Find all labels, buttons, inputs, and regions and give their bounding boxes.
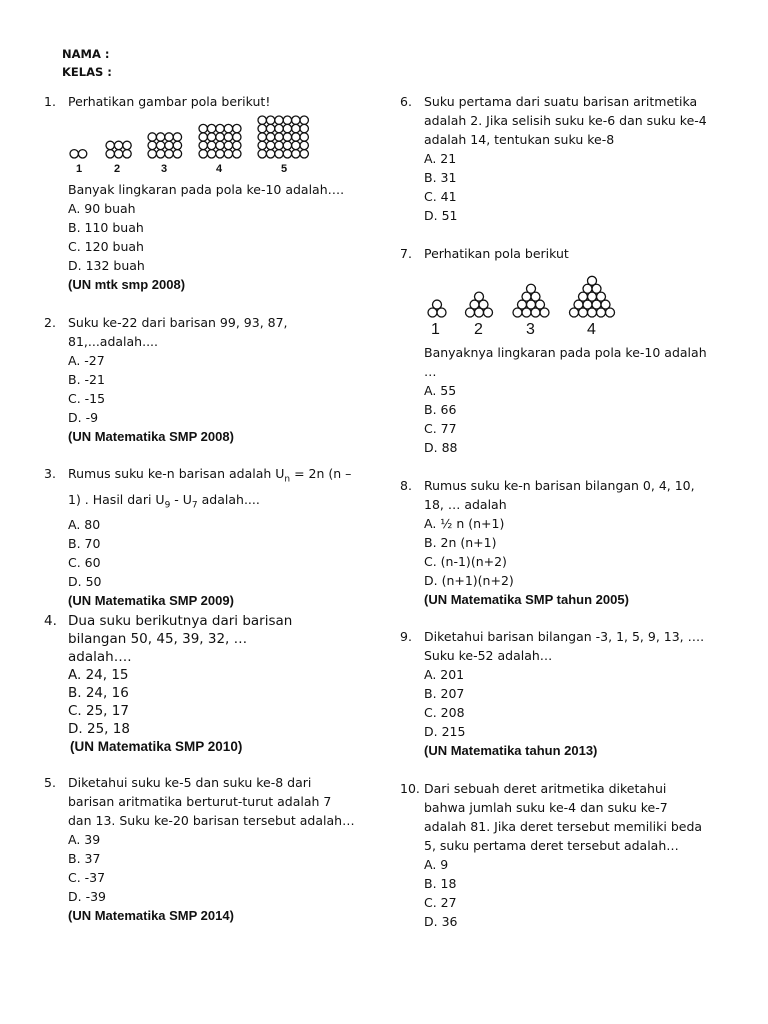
pattern-circle (300, 150, 308, 158)
pattern-circle (522, 308, 531, 317)
pattern-circle (216, 150, 224, 158)
source-note: (UN mtk smp 2008) (68, 277, 186, 292)
pattern-circle (114, 141, 122, 149)
source-note: (UN Matematika SMP tahun 2005) (424, 592, 629, 607)
pattern-circle (216, 141, 224, 149)
pattern-label-2: 2 (474, 321, 483, 338)
question-6 (400, 92, 744, 225)
pattern-circle (540, 308, 549, 317)
pattern-circle (266, 133, 274, 141)
pattern-circle (292, 141, 300, 149)
question-text-line: Suku ke-22 dari barisan 99, 93, 87, (68, 315, 288, 330)
option-d: D. 88 (424, 440, 458, 455)
pattern-circle (292, 133, 300, 141)
pattern-circle (216, 133, 224, 141)
source-note: (UN Matematika tahun 2013) (424, 743, 598, 758)
question-text-line: adalah 2. Jika selisih suku ke-6 dan suku ke-4 (424, 113, 707, 128)
option-b: B. 24, 16 (68, 685, 129, 701)
pattern-circle (148, 150, 156, 158)
option-a: A. 21 (424, 151, 457, 166)
source-note: (UN Matematika SMP 2009) (68, 593, 234, 608)
text-part: 1) . Hasil dari U (68, 491, 165, 507)
question-number: 3. (44, 466, 56, 481)
option-d: D. -9 (68, 410, 99, 425)
pattern-circle (207, 141, 215, 149)
pattern-circle (156, 133, 164, 141)
question-text-line: Rumus suku ke-n barisan bilangan 0, 4, 10, (424, 478, 695, 493)
question-4 (44, 612, 368, 756)
question-number: 10. (400, 781, 420, 796)
pattern-circle (156, 141, 164, 149)
pattern-circle (437, 308, 446, 317)
option-a: A. 90 buah (68, 201, 136, 216)
pattern-circle (258, 124, 266, 132)
pattern-circle (233, 141, 241, 149)
pattern-label-1: 1 (431, 321, 440, 338)
option-b: B. 2n (n+1) (424, 535, 497, 550)
option-b: B. 66 (424, 402, 457, 417)
pattern-circle (123, 141, 131, 149)
pattern-circle (233, 150, 241, 158)
pattern-circle (258, 116, 266, 124)
name-label: NAMA : (62, 47, 110, 61)
option-b: B. 70 (68, 536, 101, 551)
pattern-label-4: 4 (587, 321, 596, 338)
question-number: 7. (400, 246, 412, 261)
question-8 (400, 476, 744, 609)
question-1-body (68, 180, 368, 294)
pattern-circle (266, 141, 274, 149)
pattern-circle (466, 308, 475, 317)
pattern-label-4: 4 (216, 163, 223, 175)
pattern-circle (78, 150, 86, 158)
pattern-circle (275, 141, 283, 149)
pattern-circle (207, 150, 215, 158)
option-d: D. 50 (68, 574, 102, 589)
pattern-label-3: 3 (526, 321, 535, 338)
circle-pattern-figure (66, 112, 326, 162)
subscript: 7 (191, 500, 198, 510)
text-part: = 2n (n – (290, 466, 352, 481)
option-a: A. ½ n (n+1) (424, 516, 505, 531)
question-text-line: 18, … adalah (424, 497, 507, 512)
pattern-circle (123, 150, 131, 158)
option-c: C. 120 buah (68, 239, 144, 254)
pattern-circle (224, 133, 232, 141)
pattern-circle (207, 124, 215, 132)
option-b: B. 31 (424, 170, 457, 185)
option-c: C. -37 (68, 870, 106, 885)
subscript: 9 (164, 500, 171, 510)
pattern-circle (275, 150, 283, 158)
question-text-line: Dua suku berikutnya dari barisan (68, 613, 293, 629)
question-9 (400, 627, 744, 760)
source-note: (UN Matematika SMP 2014) (68, 908, 234, 923)
pattern-circle (148, 133, 156, 141)
pattern-circle (216, 124, 224, 132)
pattern-circle (106, 150, 114, 158)
option-a: A. 24, 15 (68, 667, 129, 683)
question-text-line: Suku ke-52 adalah… (424, 648, 553, 663)
question-text-line: Dari sebuah deret aritmetika diketahui (424, 781, 667, 796)
pattern-circle (283, 116, 291, 124)
pattern-circle (173, 141, 181, 149)
question-text-line: bilangan 50, 45, 39, 32, … (68, 631, 248, 647)
question-number: 5. (44, 775, 56, 790)
option-d: D. 51 (424, 208, 458, 223)
question-5 (44, 773, 368, 925)
pattern-circle (224, 141, 232, 149)
pattern-circle (173, 133, 181, 141)
pattern-label-2: 2 (114, 163, 121, 175)
option-c: C. 77 (424, 421, 457, 436)
pattern-circle (300, 133, 308, 141)
option-d: D. 36 (424, 914, 458, 929)
option-c: C. 25, 17 (68, 703, 129, 719)
pattern-circle (300, 124, 308, 132)
class-label: KELAS : (62, 65, 112, 79)
pattern-circle (165, 150, 173, 158)
pattern-circle (224, 150, 232, 158)
pattern-circle (588, 308, 597, 317)
option-b: B. 110 buah (68, 220, 144, 235)
pattern-circle (428, 308, 437, 317)
pattern-circle (484, 308, 493, 317)
option-c: C. 41 (424, 189, 457, 204)
option-a: A. 201 (424, 667, 465, 682)
question-text-line: Diketahui suku ke-5 dan suku ke-8 dari (68, 775, 312, 790)
triangle-pattern-figure (420, 262, 630, 322)
question-text-line (68, 464, 368, 490)
pattern-circle (233, 133, 241, 141)
pattern-circle (199, 141, 207, 149)
question-text-line: 5, suku pertama deret tersebut adalah… (424, 838, 679, 853)
option-a: A. 55 (424, 383, 457, 398)
pattern-circle (513, 308, 522, 317)
pattern-circle (207, 133, 215, 141)
question-7-body (424, 343, 744, 457)
pattern-circle (475, 308, 484, 317)
source-note: (UN Matematika SMP 2010) (70, 739, 243, 754)
option-a: A. -27 (68, 353, 105, 368)
pattern-label-1: 1 (76, 163, 83, 175)
pattern-circle (258, 150, 266, 158)
pattern-circle (300, 116, 308, 124)
pattern-circle (570, 308, 579, 317)
pattern-circle (165, 141, 173, 149)
question-2 (44, 313, 368, 446)
pattern-circle (165, 133, 173, 141)
option-c: C. -15 (68, 391, 106, 406)
option-d: D. (n+1)(n+2) (424, 573, 514, 588)
option-b: B. 37 (68, 851, 101, 866)
pattern-circle (199, 150, 207, 158)
question-number: 2. (44, 315, 56, 330)
pattern-circle (292, 150, 300, 158)
pattern-circle (156, 150, 164, 158)
circle-pattern-svg (66, 112, 326, 162)
pattern-circle (106, 141, 114, 149)
question-text-line: 81,...adalah.... (68, 334, 159, 349)
question-number: 8. (400, 478, 412, 493)
pattern-circle (266, 150, 274, 158)
pattern-circle (283, 150, 291, 158)
pattern-circle (148, 141, 156, 149)
pattern-circle (233, 124, 241, 132)
question-text-line: adalah…. (68, 649, 132, 665)
pattern-circle (275, 124, 283, 132)
option-a: A. 39 (68, 832, 101, 847)
pattern-circle (224, 124, 232, 132)
question-number: 4. (44, 613, 57, 629)
question-number: 1. (44, 94, 56, 109)
question-number: 9. (400, 629, 412, 644)
pattern-circle (70, 150, 78, 158)
option-a: A. 80 (68, 517, 101, 532)
option-b: B. 207 (424, 686, 465, 701)
question-10 (400, 779, 744, 931)
question-text-line (68, 490, 368, 516)
option-c: C. 27 (424, 895, 457, 910)
question-1 (44, 92, 368, 111)
pattern-circle (606, 308, 615, 317)
pattern-circle (258, 133, 266, 141)
pattern-circle (258, 141, 266, 149)
pattern-circle (275, 116, 283, 124)
question-text-line: … (424, 364, 437, 379)
option-d: D. 25, 18 (68, 721, 130, 737)
triangle-pattern-svg (420, 262, 630, 322)
question-text-line: dan 13. Suku ke-20 barisan tersebut adalah… (68, 813, 355, 828)
text-part: Rumus suku ke-n barisan adalah U (68, 466, 285, 481)
option-d: D. 215 (424, 724, 466, 739)
pattern-label-3: 3 (161, 163, 168, 175)
pattern-circle (292, 124, 300, 132)
question-text-line: barisan aritmatika berturut-turut adalah 7 (68, 794, 332, 809)
pattern-circle (266, 124, 274, 132)
pattern-circle (275, 133, 283, 141)
question-number: 6. (400, 94, 412, 109)
question-3 (44, 464, 368, 610)
pattern-circle (531, 308, 540, 317)
question-text: Perhatikan gambar pola berikut! (68, 94, 271, 109)
question-text-line: bahwa jumlah suku ke-4 dan suku ke-7 (424, 800, 668, 815)
option-c: C. (n-1)(n+2) (424, 554, 507, 569)
question-text-line: Suku pertama dari suatu barisan aritmetika (424, 94, 698, 109)
question-text-line: Banyaknya lingkaran pada pola ke-10 adalah (424, 345, 707, 360)
pattern-circle (199, 133, 207, 141)
question-text-line: adalah 14, tentukan suku ke-8 (424, 132, 615, 147)
subscript: n (284, 474, 291, 485)
pattern-circle (300, 141, 308, 149)
question-text-line: adalah 81. Jika deret tersebut memiliki beda (424, 819, 703, 834)
pattern-circle (579, 308, 588, 317)
pattern-circle (283, 133, 291, 141)
pattern-circle (266, 116, 274, 124)
question-7 (400, 244, 744, 263)
question-text-line: Diketahui barisan bilangan -3, 1, 5, 9, 13, …. (424, 629, 705, 644)
option-d: D. 132 buah (68, 258, 145, 273)
pattern-circle (283, 141, 291, 149)
pattern-circle (173, 150, 181, 158)
text-part: adalah.... (197, 491, 260, 507)
option-b: B. 18 (424, 876, 457, 891)
option-b: B. -21 (68, 372, 105, 387)
pattern-circle (597, 308, 606, 317)
pattern-circle (283, 124, 291, 132)
option-c: C. 60 (68, 555, 101, 570)
option-d: D. -39 (68, 889, 106, 904)
pattern-circle (292, 116, 300, 124)
option-c: C. 208 (424, 705, 465, 720)
pattern-circle (199, 124, 207, 132)
question-text: Banyak lingkaran pada pola ke-10 adalah…. (68, 182, 345, 197)
question-text: Perhatikan pola berikut (424, 246, 569, 261)
option-a: A. 9 (424, 857, 449, 872)
text-part: - U (170, 491, 192, 507)
pattern-label-5: 5 (281, 163, 288, 175)
source-note: (UN Matematika SMP 2008) (68, 429, 234, 444)
pattern-circle (114, 150, 122, 158)
